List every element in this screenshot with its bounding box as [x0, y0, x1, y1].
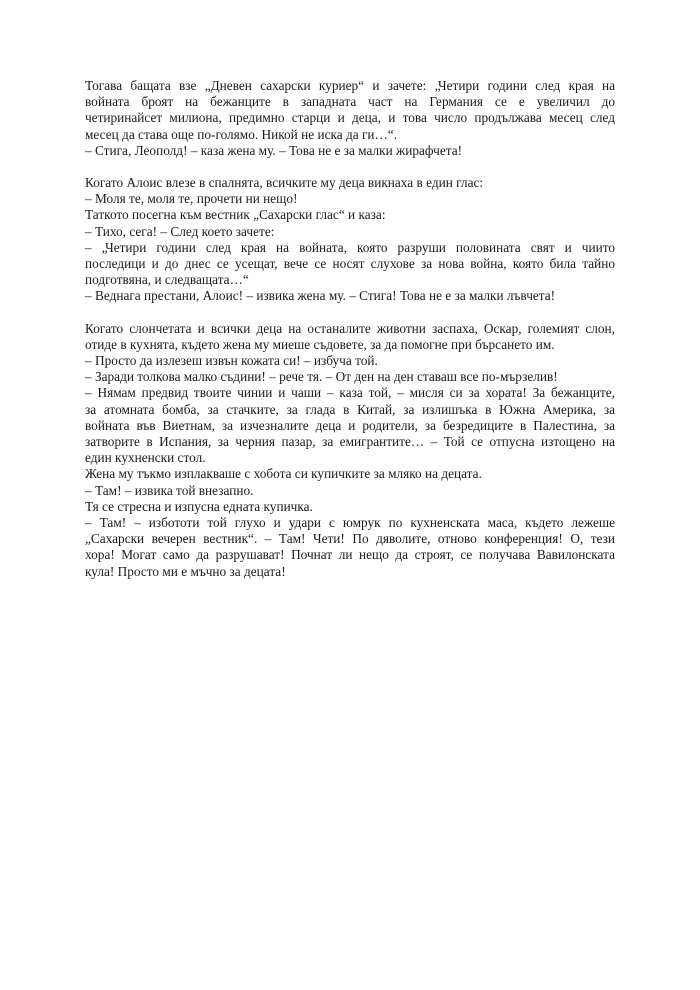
text-line: един кухненски стол. [85, 450, 206, 466]
text-line: – Там! – извика той внезапно. [85, 482, 254, 498]
text-line: – Стига, Леополд! – каза жена му. – Това не е за малки жирафчета! [85, 142, 463, 158]
text-line: войната във Виетнам, за изчезналите деца и родители, за безредиците в Палестина, за [85, 417, 615, 433]
paragraph-1 [85, 78, 615, 159]
text-line: – Там! – избототи той глухо и удари с юмрук по кухненската маса, където лежеше [85, 515, 615, 531]
text-line: „Сахарски вечерен вестник“. – Там! Чети! По дяволите, отново конференция! О, тези [85, 531, 615, 547]
text-line: хора! Могат само да разрушават! Почнат ли нещо да строят, се получава Вавилонската [85, 547, 615, 563]
text-line: четиринайсет милиона, предимно старци и деца, и това число продължава месец след [85, 110, 615, 126]
text-line: последици и до днес се усещат, вече се носят слухове за нова война, която била тайно [85, 256, 615, 272]
text-line: Когато Алоис влезе в спалнята, всичките му деца викнаха в един глас: [85, 175, 484, 191]
text-line: Таткото посегна към вестник „Сахарски глас“ и каза: [85, 207, 386, 223]
text-line: – „Четири години след края на войната, която разруши половината свят и чиито [85, 239, 615, 255]
text-line: отиде в кухнята, където жена му миеше съдовете, за да помогне при бърсането им. [85, 336, 555, 352]
text-line: – Веднага престани, Алоис! – извика жена му. – Стига! Това не е за малки лъвчета! [85, 288, 556, 304]
text-line: Тогава бащата взе „Дневен сахарски куриер“ и зачете: „Четири години след края на [85, 78, 615, 93]
paragraph-3 [85, 321, 615, 580]
text-line: подготвяна, и следващата…“ [85, 272, 249, 288]
paragraph-2 [85, 175, 615, 305]
text-line: – Моля те, моля те, прочети ни нещо! [85, 191, 298, 207]
text-line: кула! Просто ми е мъчно за децата! [85, 563, 286, 579]
text-line: затворите в Испания, за черния пазар, за емигрантите… – Той се отпусна изтощено на [85, 434, 615, 450]
document-page [85, 78, 615, 596]
text-line: – Просто да излезеш извън кожата си! – избуча той. [85, 353, 378, 369]
text-line: войната броят на бежанците в западната част на Германия се е увеличил до [85, 94, 615, 110]
text-line: – Заради толкова малко съдини! – рече тя. – От ден на ден ставаш все по-мързелив! [85, 369, 558, 385]
text-line: – Нямам предвид твоите чинии и чаши – каза той, – мисля си за хората! За бежанците, [85, 385, 615, 401]
text-line: Когато слончетата и всички деца на останалите животни заспаха, Оскар, големият слон, [85, 320, 615, 336]
text-line: Тя се стресна и изпусна едната купичка. [85, 498, 313, 514]
text-line: за атомната бомба, за стачките, за глада в Китай, за излишъка в Южна Америка, за [85, 401, 615, 417]
text-line: – Тихо, сега! – След което зачете: [85, 223, 275, 239]
text-line: месец да става още по-голямо. Никой не иска да ги…“. [85, 126, 398, 142]
text-line: Жена му тъкмо изплакваше с хобота си купичките за мляко на децата. [85, 466, 482, 482]
